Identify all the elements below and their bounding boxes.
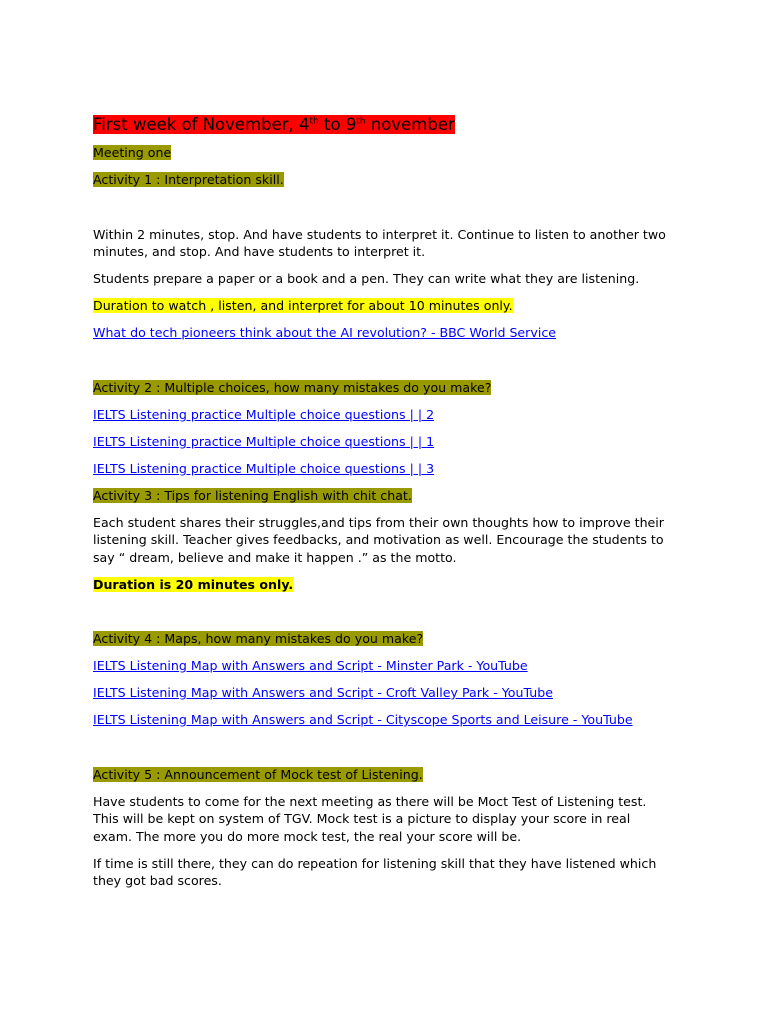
activity-3-heading: Activity 3 : Tips for listening English with chit chat. xyxy=(93,487,412,503)
activity-2-link-row xyxy=(93,433,673,451)
activity-5-paragraph-2: If time is still there, they can do repeation for listening skill that they have listened which they got bad scores. xyxy=(93,855,657,888)
activity-4-link-row xyxy=(93,657,673,675)
activity-1-paragraph-1: Within 2 minutes, stop. And have students to interpret it. Continue to listen to another two minutes, and stop. And have students to interpret it. xyxy=(93,226,666,259)
activity-2-link-row xyxy=(93,406,673,424)
map-cityscope-link[interactable]: IELTS Listening Map with Answers and Script - Cityscope Sports and Leisure - YouTube xyxy=(93,712,633,727)
activity-3-duration: Duration is 20 minutes only. xyxy=(93,576,294,592)
activity-1-link-row xyxy=(93,324,673,342)
map-minster-park-link[interactable]: IELTS Listening Map with Answers and Script - Minster Park - YouTube xyxy=(93,658,528,673)
activity-2-heading: Activity 2 : Multiple choices, how many mistakes do you make? xyxy=(93,379,492,395)
activity-1-duration: Duration to watch , listen, and interpret for about 10 minutes only. xyxy=(93,298,513,313)
page-title xyxy=(93,113,673,137)
activity-4-heading: Activity 4 : Maps, how many mistakes do you make? xyxy=(93,631,424,646)
activity-4-link-row xyxy=(93,711,673,729)
ielts-mcq-link-1[interactable]: IELTS Listening practice Multiple choice questions | | 1 xyxy=(93,433,435,449)
ielts-mcq-link-3[interactable]: IELTS Listening practice Multiple choice questions | | 3 xyxy=(93,460,435,476)
activity-5-paragraph-1: Have students to come for the next meeting as there will be Moct Test of Listening test. This will be kept on system of TGV. Mock test is a picture to display your score in real exam. The more you do more mock test, the real your score will be. xyxy=(93,793,647,844)
ielts-mcq-link-2[interactable]: IELTS Listening practice Multiple choice questions | | 2 xyxy=(93,406,435,422)
map-croft-valley-park-link[interactable]: IELTS Listening Map with Answers and Script - Croft Valley Park - YouTube xyxy=(93,685,553,700)
meeting-label: Meeting one xyxy=(93,145,172,160)
activity-5-heading: Activity 5 : Announcement of Mock test of Listening. xyxy=(93,766,423,782)
activity-1-heading: Activity 1 : Interpretation skill. xyxy=(93,172,284,187)
bbc-video-link[interactable]: What do tech pioneers think about the AI revolution? - BBC World Service xyxy=(93,325,556,340)
activity-4-link-row xyxy=(93,684,673,702)
document-page xyxy=(93,113,673,899)
activity-1-paragraph-2: Students prepare a paper or a book and a pen. They can write what they are listening. xyxy=(93,271,640,286)
activity-2-link-row xyxy=(93,460,673,478)
title-highlight: First week of November, 4th to 9th november xyxy=(93,115,455,134)
activity-3-paragraph: Each student shares their struggles,and tips from their own thoughts how to improve their listening skill. Teacher gives feedbacks, and motivation as well. Encourage the students to say “ dream, believe and make it happen .” as the motto. xyxy=(93,514,664,565)
